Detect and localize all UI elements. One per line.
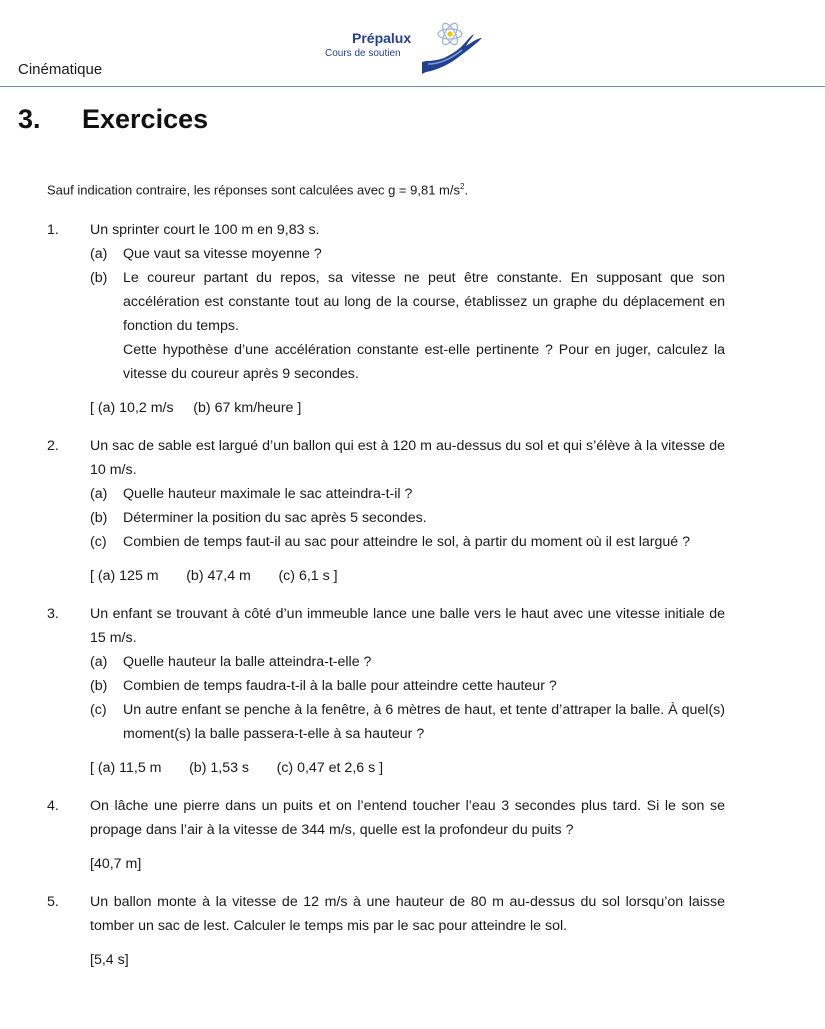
exercise-part <box>90 242 725 266</box>
exercise-part <box>90 506 725 530</box>
exercise-stem: Un ballon monte à la vitesse de 12 m/s à une hauteur de 80 m au-dessus du sol lorsqu’on laisse tomber un sac de lest. Calculer le temps mis par le sac pour atteindre le sol. <box>90 894 725 934</box>
exercise-number: 4. <box>47 798 59 814</box>
exercise-5 <box>47 890 725 972</box>
answer: [40,7 m] <box>90 856 142 872</box>
header-rule <box>0 86 825 87</box>
part-text: Le coureur partant du repos, sa vitesse ne peut être constante. En supposant que son accélération est constante tout au long de la course, établissez un graphe du déplacement en fonction du temps. <box>123 270 725 334</box>
exercise-part <box>90 698 725 746</box>
part-text: Un autre enfant se penche à la fenêtre, à 6 mètres de haut, et tente d’attraper la balle. À quel(s) moment(s) la balle passera-t-elle à sa hauteur ? <box>123 702 725 742</box>
exercise-part <box>90 266 725 386</box>
part-text: Combien de temps faudra-t-il à la balle pour atteindre cette hauteur ? <box>123 678 557 694</box>
part-label: (b) <box>90 678 108 694</box>
part-label: (a) <box>90 246 108 262</box>
exercise-number: 3. <box>47 606 59 622</box>
intro-end: . <box>464 182 469 198</box>
answer-line <box>90 852 725 876</box>
page-header <box>0 0 825 90</box>
answer-line <box>90 564 725 588</box>
answer: (b) 1,53 s <box>189 760 250 776</box>
answer-line <box>90 948 725 972</box>
part-label: (b) <box>90 510 108 526</box>
answer: (b) 47,4 m <box>186 568 251 584</box>
logo-tagline: Cours de soutien <box>325 48 401 59</box>
section-title <box>18 104 208 135</box>
exercise-3 <box>47 602 725 780</box>
exercise-part <box>90 530 725 554</box>
logo-name: Prépalux <box>352 30 412 46</box>
answer: [ (a) 11,5 m <box>90 760 162 776</box>
intro-sup: 2 <box>459 182 465 191</box>
answer: (b) 67 km/heure ] <box>193 400 302 416</box>
exercise-stem: Un enfant se trouvant à côté d’un immeuble lance une balle vers le haut avec une vitesse initiale de 15 m/s. <box>90 606 725 646</box>
atom-hand-icon <box>318 14 488 78</box>
answer-line <box>90 396 725 420</box>
answer: (c) 6,1 s ] <box>278 568 338 584</box>
exercise-number: 1. <box>47 222 59 238</box>
exercise-part <box>90 482 725 506</box>
section-title-text: Exercices <box>82 104 209 134</box>
part-label: (a) <box>90 486 108 502</box>
part-text: Que vaut sa vitesse moyenne ? <box>123 246 322 262</box>
part-label: (c) <box>90 534 107 550</box>
answer: [ (a) 10,2 m/s <box>90 400 174 416</box>
part-label: (a) <box>90 654 108 670</box>
exercise-number: 5. <box>47 894 59 910</box>
exercise-2 <box>47 434 725 588</box>
exercise-4 <box>47 794 725 876</box>
answer-line <box>90 756 725 780</box>
part-text: Combien de temps faut-il au sac pour atteindre le sol, à partir du moment où il est largué ? <box>123 534 691 550</box>
part-text: Quelle hauteur la balle atteindra-t-elle ? <box>123 654 372 670</box>
exercise-part <box>90 650 725 674</box>
exercise-number: 2. <box>47 438 59 454</box>
part-text-continued: Cette hypothèse d’une accélération constante est-elle pertinente ? Pour en juger, calculez la vitesse du coureur après 9 secondes. <box>123 342 725 382</box>
exercise-part <box>90 674 725 698</box>
logo <box>318 14 488 78</box>
answer: [ (a) 125 m <box>90 568 159 584</box>
exercise-stem: Un sac de sable est largué d’un ballon qui est à 120 m au-dessus du sol et qui s’élève à la vitesse de 10 m/s. <box>90 438 725 478</box>
exercise-stem: On lâche une pierre dans un puits et on l’entend toucher l’eau 3 secondes plus tard. Si le son se propage dans l’air à la vitesse de 344 m/s, quelle est la profondeur du puits ? <box>90 798 725 838</box>
subject-label: Cinématique <box>18 61 103 78</box>
answer: (c) 0,47 et 2,6 s ] <box>276 760 384 776</box>
answer: [5,4 s] <box>90 952 129 968</box>
exercise-list <box>47 218 725 972</box>
part-text: Déterminer la position du sac après 5 secondes. <box>123 510 427 526</box>
part-label: (c) <box>90 702 107 718</box>
exercise-1 <box>47 218 725 420</box>
section-number: 3. <box>18 104 41 134</box>
intro-text <box>47 182 468 197</box>
part-label: (b) <box>90 270 108 286</box>
part-text: Quelle hauteur maximale le sac atteindra-t-il ? <box>123 486 413 502</box>
intro-main: Sauf indication contraire, les réponses sont calculées avec g = 9,81 m/s <box>47 182 460 198</box>
exercise-stem: Un sprinter court le 100 m en 9,83 s. <box>90 222 320 238</box>
